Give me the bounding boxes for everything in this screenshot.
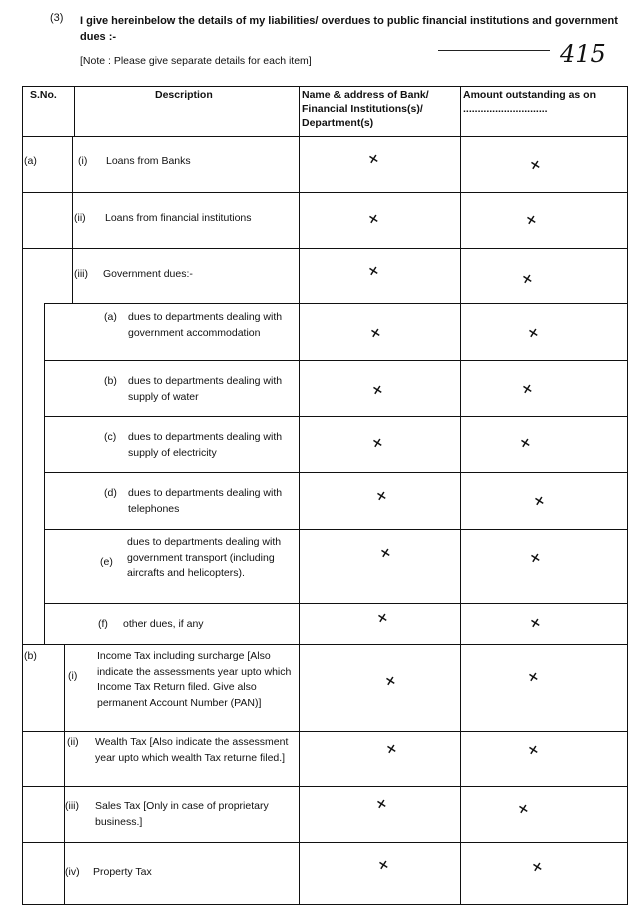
table-header-divider [22,136,628,137]
row-amount-cross-mark: × [526,742,541,759]
row-description: Loans from financial institutions [105,212,252,224]
table-row-divider [44,416,628,417]
row-amount-cross-mark: × [526,669,541,686]
handwritten-page-number: 415 [560,40,606,68]
row-description: Property Tax [93,866,152,878]
row-description: Sales Tax [Only in case of proprietary business.] [95,800,269,828]
table-row-divider [44,360,628,361]
table-row-divider [22,786,628,787]
row-sub-number: (iv) [65,866,80,878]
row-description: dues to departments dealing with telephones [128,487,283,515]
row-name-cross-mark: × [384,741,399,758]
row-amount-cross-mark: × [520,271,535,288]
row-amount-cross-mark: × [528,550,543,567]
row-amount-cross-mark: × [528,615,543,632]
table-row-divider [22,644,628,645]
row-amount-cross-mark: × [528,157,543,174]
section-intro-text: I give hereinbelow the details of my liabilities/ overdues to public financial institutions and government dues :- [80,15,618,43]
row-name-cross-mark: × [370,382,385,399]
row-name-cross-mark: × [374,488,389,505]
row-sub-number: (e) [100,556,113,568]
row-name-cross-mark: × [376,857,391,874]
table-row-divider [44,529,628,530]
header-description: Description [155,89,213,101]
sub-column-divider [72,136,73,303]
row-name-cross-mark: × [366,151,381,168]
row-amount-cross-mark: × [530,859,545,876]
row-amount-cross-mark: × [524,212,539,229]
row-description: Loans from Banks [106,155,191,167]
section-number: (3) [50,12,64,24]
row-name-cross-mark: × [366,263,381,280]
header-amount-outstanding: Amount outstanding as on ............................. [463,89,596,115]
row-description: Government dues:- [103,268,193,280]
table-row-divider [22,731,628,732]
row-sub-number: (f) [98,618,108,630]
row-description: dues to departments dealing with supply of water [128,375,283,403]
table-row-divider [44,472,628,473]
row-sub-number: (ii) [74,212,86,224]
row-amount-cross-mark: × [532,493,547,510]
row-sub-number: (iii) [74,268,88,280]
row-sno: (a) [24,155,37,167]
row-amount-cross-mark: × [518,435,533,452]
row-name-cross-mark: × [378,545,393,562]
section-note: [Note : Please give separate details for each item] [80,55,312,67]
row-sub-number: (a) [104,311,117,323]
row-description: dues to departments dealing with government transport (including aircrafts and helicopters). [127,536,282,579]
row-sub-number: (iii) [65,800,79,812]
row-sub-number: (ii) [67,736,79,748]
header-sno: S.No. [30,89,57,101]
row-name-cross-mark: × [374,796,389,813]
sub-column-divider [44,303,45,644]
row-description: Income Tax including surcharge [Also indicate the assessments year upto which Income Tax Return filed. Give also permanent Account Number (PAN)] [97,650,292,709]
table-row-divider [22,192,628,193]
row-description: Wealth Tax [Also indicate the assessment year upto which wealth Tax returne filed.] [95,736,289,764]
row-description: dues to departments dealing with supply of electricity [128,431,283,459]
row-name-cross-mark: × [375,610,390,627]
table-row-divider [22,248,628,249]
row-amount-cross-mark: × [526,325,541,342]
row-sub-number: (d) [104,487,117,499]
row-name-cross-mark: × [370,435,385,452]
row-amount-cross-mark: × [520,381,535,398]
table-row-divider [44,303,628,304]
handwritten-underline [438,50,550,51]
row-amount-cross-mark: × [516,801,531,818]
table-row-divider [22,904,628,905]
row-name-cross-mark: × [368,325,383,342]
header-name-address: Name & address of Bank/ Financial Institutions(s)/ Department(s) [302,89,429,129]
table-row-divider [44,603,628,604]
row-name-cross-mark: × [366,211,381,228]
table-row-divider [22,842,628,843]
row-sub-number: (i) [68,670,78,682]
row-sub-number: (b) [104,375,117,387]
row-name-cross-mark: × [383,673,398,690]
row-sub-number: (i) [78,155,88,167]
row-sub-number: (c) [104,431,117,443]
row-description: other dues, if any [123,618,204,630]
row-sno: (b) [24,650,37,662]
row-description: dues to departments dealing with government accommodation [128,311,283,339]
